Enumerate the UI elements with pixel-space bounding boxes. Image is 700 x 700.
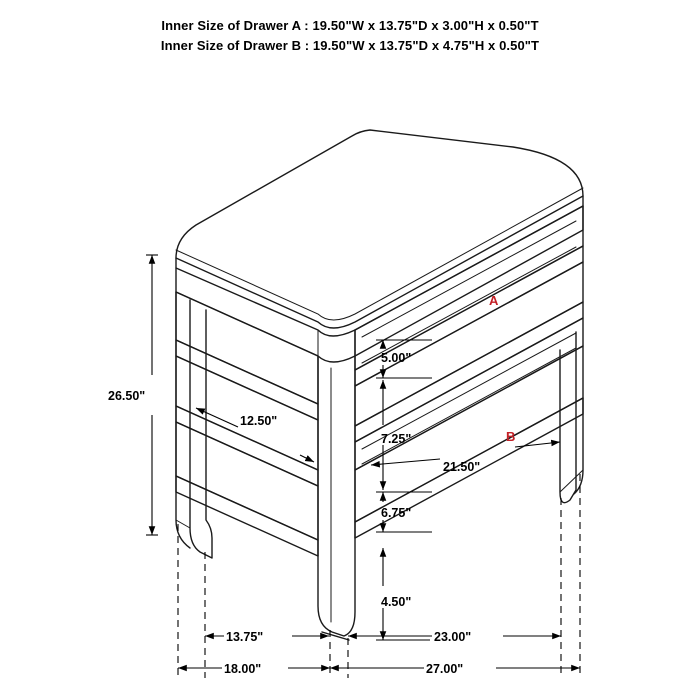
- drawer-b-note: Inner Size of Drawer B : 19.50"W x 13.75"D x 4.75"H x 0.50"T: [160, 38, 540, 53]
- dim-lower-opening-width: 21.50": [443, 460, 481, 474]
- dim-front-width-overall: 27.00": [426, 662, 464, 676]
- dim-front-width-inner: 23.00": [434, 630, 472, 644]
- dim-side-depth-inner: 13.75": [226, 630, 264, 644]
- table-illustration: [176, 130, 583, 640]
- dim-overall-height: 26.50": [108, 389, 146, 403]
- drawer-b-label: B: [506, 429, 516, 444]
- drawer-a-label: A: [489, 293, 499, 308]
- dim-side-shelf-width: 12.50": [240, 414, 278, 428]
- dim-drawer-a-height: 5.00": [381, 351, 412, 365]
- dim-side-depth-overall: 18.00": [224, 662, 262, 676]
- dim-lower-opening-height: 6.75": [381, 506, 412, 520]
- dim-middle-opening-height: 7.25": [381, 432, 412, 446]
- drawer-a-note: Inner Size of Drawer A : 19.50"W x 13.75"D x 3.00"H x 0.50"T: [161, 18, 539, 33]
- dim-leg-height: 4.50": [381, 595, 412, 609]
